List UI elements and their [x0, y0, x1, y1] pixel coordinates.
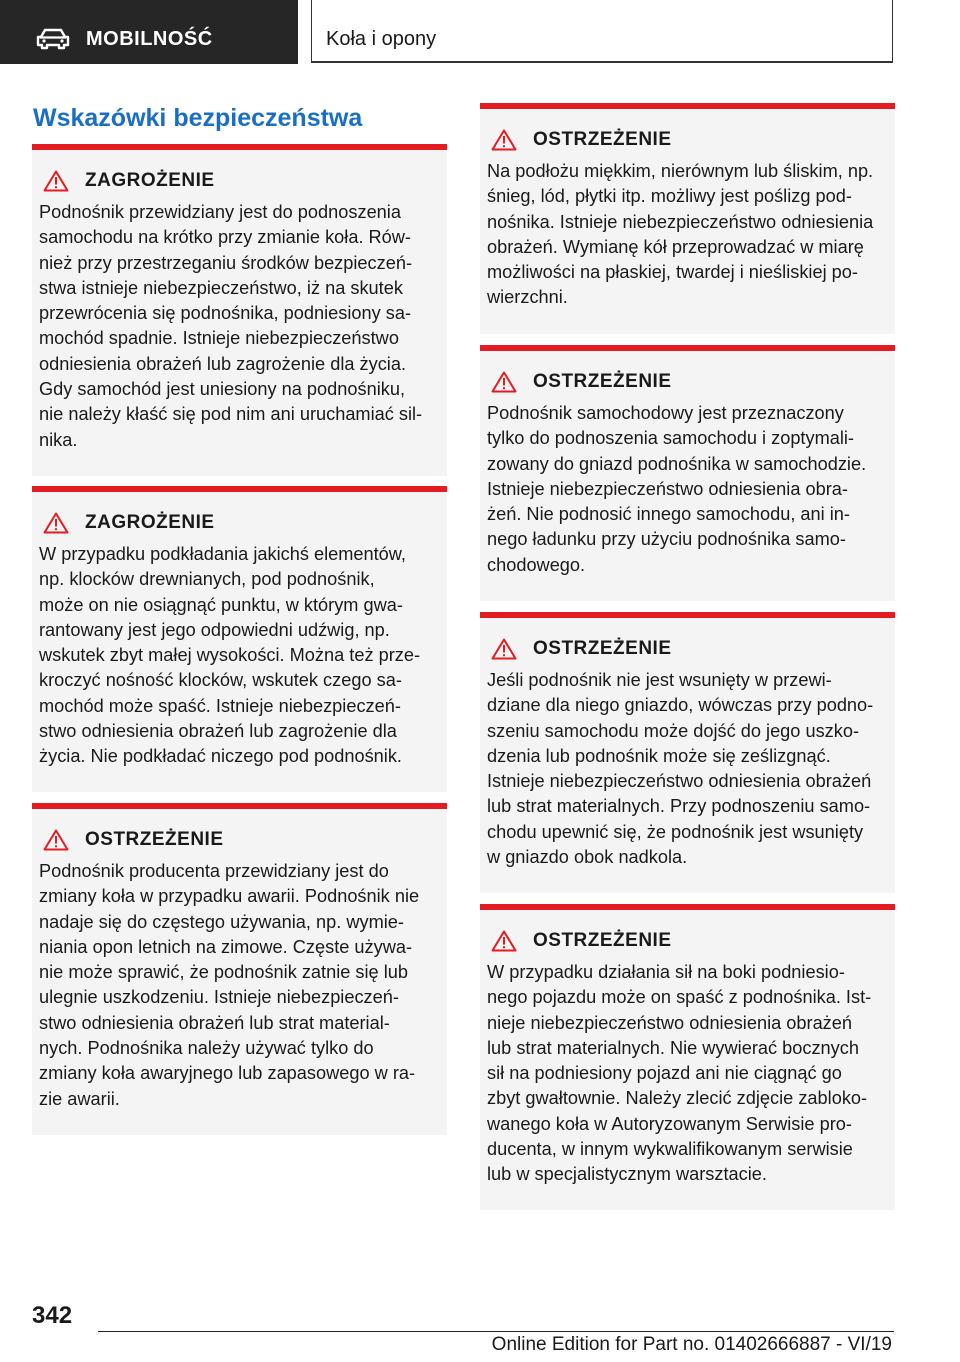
text-line: ducenta, w innym wykwalifikowanym serwisie: [487, 1139, 853, 1160]
text-line: Istnieje niebezpieczeństwo odniesienia obra-: [487, 478, 848, 499]
warning-box-4: [480, 103, 895, 334]
warning-heading-text: ZAGROŻENIE: [85, 512, 215, 533]
warning-box-5: [480, 345, 895, 601]
text-line: mochód spadnie. Istnieje niebezpieczeństwo: [39, 328, 399, 349]
text-line: Podnośnik samochodowy jest przeznaczony: [487, 403, 844, 423]
page-number: 342: [32, 1302, 73, 1329]
warning-triangle-icon: [43, 829, 69, 851]
warning-body: [487, 668, 881, 870]
warning-heading-text: OSTRZEŻENIE: [533, 371, 672, 392]
text-line: Jeśli podnośnik nie jest wsunięty w przewi-: [487, 670, 832, 690]
text-line: Podnośnik producenta przewidziany jest do: [39, 861, 389, 881]
text-line: dzenia lub podnośnik może się ześlizgnąć.: [487, 745, 831, 766]
text-line: odniesienia obrażeń lub zagrożenie dla życia.: [39, 353, 407, 374]
text-line: może on nie osiągnąć punktu, w którym gwa-: [39, 594, 403, 615]
text-line: możliwości na płaskiej, twardej i nieśliskiej po-: [487, 262, 858, 283]
warning-triangle-icon: [491, 129, 517, 151]
text-line: lub strat materialnych. Nie wywierać bocznych: [487, 1037, 859, 1058]
chapter-label: Koła i opony: [326, 28, 437, 50]
warning-heading-text: OSTRZEŻENIE: [533, 930, 672, 951]
warning-heading: [487, 636, 881, 662]
section-tab[interactable]: [0, 0, 298, 64]
warning-box-3: [32, 803, 447, 1135]
warning-body: [487, 401, 881, 578]
text-line: wskutek zbyt małej wysokości. Można też prze-: [39, 645, 421, 666]
text-line: ulegnie uszkodzeniu. Istnieje niebezpieczeń-: [39, 987, 399, 1008]
text-line: nież przy przestrzeganiu środków bezpieczeń-: [39, 252, 413, 273]
text-line: niania opon letnich na zimowe. Częste używa-: [39, 936, 413, 957]
text-line: stwo odniesienia obrażeń lub zagrożenie dla: [39, 721, 397, 742]
text-line: nych. Podnośnika należy używać tylko do: [39, 1038, 374, 1059]
warning-triangle-icon: [491, 371, 517, 393]
text-line: wierzchni.: [487, 287, 568, 308]
text-line: przewrócenia się podnośnika, podniesiony sa-: [39, 303, 412, 324]
text-line: w gniazdo obok nadkola.: [487, 847, 688, 868]
warning-heading: [487, 127, 881, 153]
text-line: tylko do podnoszenia samochodu i zoptymali-: [487, 428, 854, 449]
text-line: stwa istnieje niebezpieczeństwo, iż na skutek: [39, 277, 403, 298]
text-line: chodowego.: [487, 554, 586, 575]
text-line: rantowany jest jego odpowiedni udźwig, np.: [39, 619, 390, 640]
text-line: żeń. Nie podnosić innego samochodu, ani in-: [487, 504, 850, 525]
warning-heading: [39, 510, 433, 536]
warning-body: [487, 159, 881, 311]
car-icon: [36, 28, 70, 50]
chapter-header: [311, 0, 893, 63]
text-line: stwo odniesienia obrażeń lub strat material-: [39, 1012, 390, 1033]
text-line: sił na podniesiony pojazd ani nie ciągnąć go: [487, 1063, 842, 1084]
text-line: nieje niebezpieczeństwo odniesienia obrażeń: [487, 1012, 853, 1033]
text-line: Gdy samochód jest uniesiony na podnośniku,: [39, 379, 405, 400]
warning-box-1: [32, 144, 447, 476]
text-line: W przypadku działania sił na boki podniesio-: [487, 962, 845, 982]
text-line: lub strat materialnych. Przy podnoszeniu samo-: [487, 796, 871, 817]
text-line: Na podłożu miękkim, nierównym lub śliskim, np.: [487, 161, 874, 181]
text-line: mochód może spaść. Istnieje niebezpieczeń-: [39, 695, 401, 716]
text-line: Istnieje niebezpieczeństwo odniesienia obrażeń: [487, 771, 872, 792]
text-line: dziane dla niego gniazdo, wówczas przy podno-: [487, 695, 874, 716]
section-label: MOBILNOŚĆ: [86, 28, 213, 50]
footer-divider: [98, 1331, 894, 1332]
text-line: zowany do gniazd podnośnika w samochodzie.: [487, 453, 867, 474]
footer-edition: Online Edition for Part no. 01402666887 - VI/19: [491, 1334, 892, 1355]
text-line: życia. Nie podkładać niczego pod podnośnik.: [39, 746, 402, 767]
page-title: Wskazówki bezpieczeństwa: [33, 104, 363, 132]
warning-triangle-icon: [491, 638, 517, 660]
warning-heading: [487, 369, 881, 395]
text-line: chodu upewnić się, że podnośnik jest wsunięty: [487, 821, 864, 842]
warning-triangle-icon: [491, 930, 517, 952]
text-line: nego ładunku przy użyciu podnośnika samo-: [487, 529, 846, 550]
text-line: nadaje się do częstego używania, np. wymie-: [39, 911, 404, 932]
warning-body: [39, 859, 433, 1112]
text-line: lub w specjalistycznym warsztacie.: [487, 1164, 767, 1185]
text-line: kroczyć nośność klocków, wskutek czego sa-: [39, 670, 402, 691]
text-line: śnieg, lód, płytki itp. możliwy jest poślizg pod-: [487, 186, 852, 207]
text-line: Podnośnik przewidziany jest do podnoszenia: [39, 202, 401, 222]
text-line: obrażeń. Wymianę kół przeprowadzać w miarę: [487, 236, 864, 257]
text-line: nika.: [39, 429, 78, 450]
text-line: zmiany koła w przypadku awarii. Podnośnik nie: [39, 886, 420, 907]
text-line: W przypadku podkładania jakichś elementów,: [39, 544, 406, 564]
text-line: nośnika. Istnieje niebezpieczeństwo odniesienia: [487, 211, 874, 232]
warning-triangle-icon: [43, 512, 69, 534]
text-line: zmiany koła awaryjnego lub zapasowego w ra-: [39, 1063, 416, 1084]
text-line: szeniu samochodu może dojść do jego uszko-: [487, 720, 860, 741]
text-line: wanego koła w Autoryzowanym Serwisie pro-: [487, 1113, 852, 1134]
text-line: nego pojazdu może on spaść z podnośnika. Ist-: [487, 987, 872, 1008]
warning-heading: [487, 928, 881, 954]
warning-triangle-icon: [43, 170, 69, 192]
text-line: samochodu na krótko przy zmianie koła. Rów-: [39, 227, 411, 248]
warning-heading-text: OSTRZEŻENIE: [533, 129, 672, 150]
text-line: zie awarii.: [39, 1088, 120, 1109]
warning-body: [39, 200, 433, 453]
warning-body: [487, 960, 881, 1188]
warning-heading-text: ZAGROŻENIE: [85, 170, 215, 191]
text-line: np. klocków drewnianych, pod podnośnik,: [39, 569, 375, 590]
warning-box-7: [480, 904, 895, 1210]
warning-heading-text: OSTRZEŻENIE: [533, 638, 672, 659]
warning-body: [39, 542, 433, 770]
warning-heading: [39, 827, 433, 853]
warning-box-2: [32, 486, 447, 792]
text-line: nie należy kłaść się pod nim ani uruchamiać sil-: [39, 404, 423, 425]
text-line: zbyt gwałtownie. Należy zlecić zdjęcie zabloko-: [487, 1088, 868, 1109]
text-line: nie może sprawić, że podnośnik zatnie się lub: [39, 962, 408, 983]
warning-heading: [39, 168, 433, 194]
warning-heading-text: OSTRZEŻENIE: [85, 829, 224, 850]
warning-box-6: [480, 612, 895, 893]
